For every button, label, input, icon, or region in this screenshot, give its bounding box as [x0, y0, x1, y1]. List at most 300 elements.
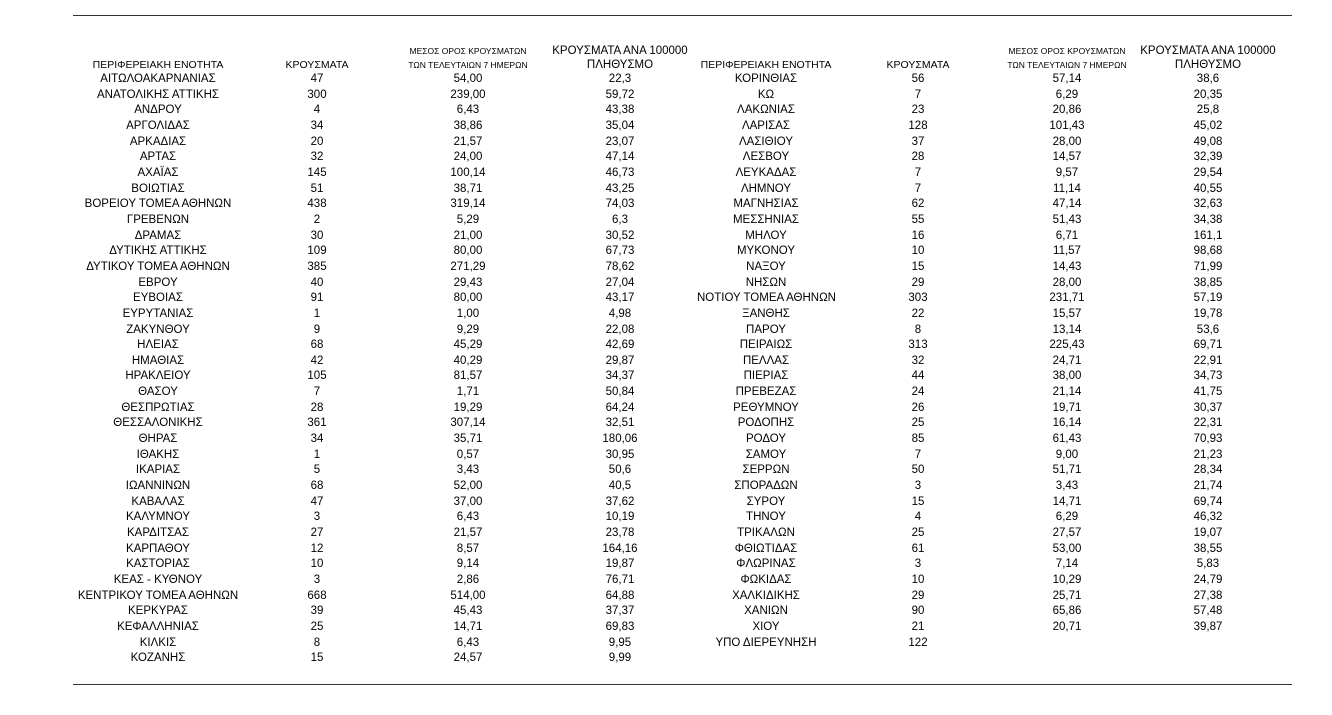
cell-cases: 28	[310, 401, 324, 414]
cell-avg-7days: 6,71	[1055, 229, 1079, 242]
cell-region: ΝΑΞΟΥ	[746, 260, 786, 273]
cell-avg-7days: 14,57	[1052, 151, 1082, 164]
cell-region: ΛΗΜΝΟΥ	[740, 182, 792, 195]
cell-per-100k: 27,04	[605, 276, 635, 289]
cell-avg-7days: 29,43	[453, 276, 483, 289]
cell-avg-7days: 35,71	[453, 433, 483, 446]
cell-region: ΣΑΜΟΥ	[745, 448, 787, 461]
cell-per-100k: 19,87	[605, 558, 635, 571]
cell-region: ΑΡΚΑΔΙΑΣ	[129, 135, 187, 148]
cell-region: ΝΗΣΩΝ	[745, 276, 787, 289]
cell-region: ΗΛΕΙΑΣ	[137, 339, 179, 352]
cell-per-100k: 22,91	[1193, 354, 1223, 367]
cell-cases: 28	[911, 151, 925, 164]
cell-region: ΕΥΒΟΙΑΣ	[133, 292, 183, 305]
cell-region: ΔΥΤΙΚΟΥ ΤΟΜΕΑ ΑΘΗΝΩΝ	[86, 260, 230, 273]
cell-region: ΜΕΣΣΗΝΙΑΣ	[732, 213, 800, 226]
cell-avg-7days: 61,43	[1052, 433, 1082, 446]
cell-region: ΓΡΕΒΕΝΩΝ	[126, 213, 190, 226]
cell-per-100k: 35,04	[605, 119, 635, 132]
cell-avg-7days: 231,71	[1049, 292, 1085, 305]
cell-avg-7days: 21,00	[453, 229, 483, 242]
cell-per-100k: 38,55	[1193, 542, 1223, 555]
cell-per-100k: 34,38	[1193, 213, 1223, 226]
cell-per-100k: 50,84	[605, 386, 635, 399]
cell-region: ΑΙΤΩΛΟΑΚΑΡΝΑΝΙΑΣ	[100, 73, 216, 85]
cell-cases: 1	[313, 307, 321, 320]
cell-region: ΛΑΚΩΝΙΑΣ	[737, 104, 795, 117]
cell-cases: 668	[307, 589, 327, 602]
cell-region: ΠΙΕΡΙΑΣ	[743, 370, 789, 383]
cell-cases: 39	[310, 605, 324, 618]
cell-per-100k: 38,6	[1196, 73, 1220, 85]
cell-avg-7days: 3,43	[1055, 480, 1079, 493]
cell-avg-7days: 38,00	[1052, 370, 1082, 383]
cell-per-100k: 40,55	[1193, 182, 1223, 195]
cell-cases: 12	[310, 542, 324, 555]
cell-cases: 42	[310, 354, 324, 367]
cell-region: ΔΡΑΜΑΣ	[134, 229, 182, 242]
cell-per-100k: 70,93	[1193, 433, 1223, 446]
cell-cases: 438	[307, 198, 327, 211]
cell-region: ΚΑΡΠΑΘΟΥ	[126, 542, 190, 555]
cell-region: ΜΥΚΟΝΟΥ	[736, 245, 796, 258]
cell-cases: 21	[911, 620, 925, 633]
cell-region: ΚΕΡΚΥΡΑΣ	[128, 605, 188, 618]
cell-avg-7days: 20,71	[1052, 620, 1082, 633]
cell-region: ΦΛΩΡΙΝΑΣ	[736, 558, 796, 571]
cell-region: ΙΘΑΚΗΣ	[136, 448, 180, 461]
cell-region: ΒΟΡΕΙΟΥ ΤΟΜΕΑ ΑΘΗΝΩΝ	[84, 198, 232, 211]
cell-avg-7days: 13,14	[1052, 323, 1082, 336]
cell-cases: 25	[911, 417, 925, 430]
cell-avg-7days: 24,57	[453, 652, 483, 665]
cell-per-100k: 43,38	[605, 104, 635, 117]
cell-region: ΧΑΛΚΙΔΙΚΗΣ	[732, 589, 800, 602]
cell-cases: 128	[908, 119, 928, 132]
cell-avg-7days: 9,29	[456, 323, 480, 336]
cell-avg-7days: 1,71	[456, 386, 480, 399]
cell-avg-7days: 24,71	[1052, 354, 1082, 367]
cell-avg-7days: 24,00	[453, 151, 483, 164]
cell-avg-7days: 5,29	[456, 213, 480, 226]
cell-cases: 51	[310, 182, 324, 195]
header-region: ΠΕΡΙΦΕΡΕΙΑΚΗ ΕΝΟΤΗΤΑ	[92, 59, 224, 71]
cell-cases: 385	[307, 260, 327, 273]
cell-region: ΛΕΥΚΑΔΑΣ	[735, 166, 797, 179]
cell-cases: 145	[307, 166, 327, 179]
cell-region: ΚΟΖΑΝΗΣ	[130, 652, 186, 665]
cell-per-100k: 43,25	[605, 182, 635, 195]
cell-avg-7days: 20,86	[1052, 104, 1082, 117]
cell-per-100k: 10,19	[605, 511, 635, 524]
cell-cases: 361	[307, 417, 327, 430]
header-cases: ΚΡΟΥΣΜΑΤΑ	[285, 59, 349, 71]
cell-per-100k: 161,1	[1193, 229, 1223, 242]
cell-per-100k: 32,51	[605, 417, 635, 430]
cell-per-100k: 64,88	[605, 589, 635, 602]
cell-avg-7days: 6,43	[456, 104, 480, 117]
cell-avg-7days: 80,00	[453, 292, 483, 305]
cell-avg-7days: 51,43	[1052, 213, 1082, 226]
cell-per-100k: 30,37	[1193, 401, 1223, 414]
cell-avg-7days: 7,14	[1055, 558, 1079, 571]
cell-avg-7days: 0,57	[456, 448, 480, 461]
cell-avg-7days: 9,00	[1055, 448, 1079, 461]
cell-region: ΣΕΡΡΩΝ	[742, 464, 790, 477]
cell-region: ΣΥΡΟΥ	[746, 495, 786, 508]
cell-cases: 61	[911, 542, 925, 555]
cell-avg-7days: 65,86	[1052, 605, 1082, 618]
cell-region: ΙΩΑΝΝΙΝΩΝ	[125, 480, 191, 493]
cell-cases: 26	[911, 401, 925, 414]
cell-cases: 90	[911, 605, 925, 618]
cell-region: ΘΕΣΣΑΛΟΝΙΚΗΣ	[113, 417, 203, 430]
cell-per-100k: 9,99	[608, 652, 632, 665]
cell-avg-7days: 514,00	[450, 589, 486, 602]
cell-region: ΕΥΡΥΤΑΝΙΑΣ	[122, 307, 194, 320]
cell-per-100k: 69,71	[1193, 339, 1223, 352]
header-region: ΠΕΡΙΦΕΡΕΙΑΚΗ ΕΝΟΤΗΤΑ	[700, 59, 832, 71]
cell-per-100k: 39,87	[1193, 620, 1223, 633]
cell-region: ΥΠΟ ΔΙΕΡΕΥΝΗΣΗ	[715, 636, 817, 649]
cell-cases: 313	[908, 339, 928, 352]
cell-avg-7days: 319,14	[450, 198, 486, 211]
cell-avg-7days: 14,71	[453, 620, 483, 633]
cell-per-100k: 37,62	[605, 495, 635, 508]
cell-avg-7days: 6,29	[1055, 511, 1079, 524]
cell-avg-7days: 11,14	[1053, 182, 1081, 195]
cell-avg-7days: 21,57	[453, 527, 483, 540]
cell-cases: 15	[911, 495, 925, 508]
cell-cases: 91	[310, 292, 324, 305]
cell-per-100k: 42,69	[605, 339, 635, 352]
cell-cases: 55	[911, 213, 925, 226]
cell-per-100k: 29,87	[605, 354, 635, 367]
cell-cases: 16	[911, 229, 925, 242]
cell-cases: 68	[310, 339, 324, 352]
cell-region: ΡΟΔΟΥ	[745, 433, 787, 446]
cell-region: ΕΒΡΟΥ	[138, 276, 178, 289]
cell-region: ΑΡΓΟΛΙΔΑΣ	[126, 119, 190, 132]
cell-region: ΚΕΦΑΛΛΗΝΙΑΣ	[117, 620, 199, 633]
cell-region: ΤΗΝΟΥ	[746, 511, 786, 524]
cell-region: ΧΑΝΙΩΝ	[744, 605, 788, 618]
cell-region: ΠΕΙΡΑΙΩΣ	[739, 339, 793, 352]
cell-per-100k: 28,34	[1193, 464, 1223, 477]
cell-avg-7days: 21,57	[453, 135, 483, 148]
cell-region: ΞΑΝΘΗΣ	[742, 307, 790, 320]
cell-cases: 105	[307, 370, 327, 383]
cell-avg-7days: 15,57	[1052, 307, 1082, 320]
cell-cases: 8	[914, 323, 922, 336]
cell-region: ΑΝΑΤΟΛΙΚΗΣ ΑΤΤΙΚΗΣ	[96, 88, 219, 101]
cell-cases: 10	[911, 574, 925, 586]
cell-region: ΚΟΡΙΝΘΙΑΣ	[734, 73, 798, 85]
cell-avg-7days: 40,29	[453, 354, 483, 367]
cell-avg-7days: 307,14	[450, 417, 486, 430]
cell-per-100k: 23,78	[605, 527, 635, 540]
cell-avg-7days: 239,00	[450, 88, 486, 101]
cell-cases: 40	[310, 276, 324, 289]
cell-avg-7days: 6,43	[456, 511, 480, 524]
cell-region: ΠΑΡΟΥ	[746, 323, 786, 336]
cell-cases: 23	[911, 104, 925, 117]
cell-region: ΗΡΑΚΛΕΙΟΥ	[125, 370, 191, 383]
cell-per-100k: 46,73	[605, 166, 635, 179]
cell-region: ΠΕΛΛΑΣ	[742, 354, 790, 367]
cell-avg-7days: 14,43	[1052, 260, 1082, 273]
cell-per-100k: 24,79	[1193, 574, 1223, 586]
cell-cases: 25	[911, 527, 925, 540]
cell-per-100k: 38,85	[1193, 276, 1223, 289]
cell-per-100k: 98,68	[1193, 245, 1223, 258]
header-per-100k: ΚΡΟΥΣΜΑΤΑ ΑΝΑ 100000 ΠΛΗΘΥΣΜΟ	[1140, 45, 1276, 71]
cell-avg-7days: 9,57	[1055, 166, 1079, 179]
cell-avg-7days: 6,29	[1055, 88, 1079, 101]
cell-avg-7days: 38,86	[453, 119, 483, 132]
cell-region: ΣΠΟΡΑΔΩΝ	[734, 480, 798, 493]
cell-per-100k: 64,24	[605, 401, 635, 414]
cell-cases: 15	[310, 652, 324, 665]
cell-per-100k: 164,16	[602, 542, 638, 555]
cell-avg-7days: 14,71	[1052, 495, 1082, 508]
cell-avg-7days: 8,57	[456, 542, 480, 555]
cell-per-100k: 23,07	[605, 135, 635, 148]
cell-region: ΖΑΚΥΝΘΟΥ	[126, 323, 190, 336]
cell-per-100k: 32,63	[1193, 198, 1223, 211]
cell-per-100k: 69,74	[1193, 495, 1223, 508]
cell-per-100k: 19,78	[1193, 307, 1223, 320]
cell-region: ΠΡΕΒΕΖΑΣ	[735, 386, 797, 399]
cell-per-100k: 40,5	[608, 480, 632, 493]
header-cases: ΚΡΟΥΣΜΑΤΑ	[886, 59, 950, 71]
cell-cases: 7	[914, 182, 922, 195]
cell-cases: 3	[914, 480, 922, 493]
cell-avg-7days: 28,00	[1052, 276, 1082, 289]
cell-region: ΛΑΡΙΣΑΣ	[741, 119, 791, 132]
header-avg-7days: ΜΕΣΟΣ ΟΡΟΣ ΚΡΟΥΣΜΑΤΩΝ ΤΩΝ ΤΕΛΕΥΤΑΙΩΝ 7 ΗΜΕΡΩΝ	[408, 46, 528, 70]
cell-region: ΑΧΑΪΑΣ	[137, 166, 179, 179]
cell-cases: 29	[911, 589, 925, 602]
cell-avg-7days: 80,00	[453, 245, 483, 258]
cell-region: ΚΑΡΔΙΤΣΑΣ	[127, 527, 189, 540]
cell-region: ΦΩΚΙΔΑΣ	[740, 574, 792, 586]
top-rule	[73, 15, 1292, 16]
cell-region: ΧΙΟΥ	[752, 620, 780, 633]
cell-cases: 3	[313, 574, 321, 586]
cell-per-100k: 29,54	[1193, 166, 1223, 179]
bottom-rule	[73, 684, 1292, 685]
cell-avg-7days: 57,14	[1052, 73, 1082, 85]
cell-region: ΦΘΙΩΤΙΔΑΣ	[734, 542, 798, 555]
cell-per-100k: 57,48	[1193, 605, 1223, 618]
cell-cases: 56	[911, 73, 925, 85]
cell-region: ΝΟΤΙΟΥ ΤΟΜΕΑ ΑΘΗΝΩΝ	[697, 292, 836, 305]
cell-region: ΛΑΣΙΘΙΟΥ	[738, 135, 794, 148]
cell-region: ΑΝΔΡΟΥ	[134, 104, 182, 117]
cell-per-100k: 32,39	[1193, 151, 1223, 164]
cell-avg-7days: 11,57	[1053, 245, 1081, 258]
cell-cases: 300	[307, 88, 327, 101]
cell-region: ΘΕΣΠΡΩΤΙΑΣ	[121, 401, 195, 414]
cell-avg-7days: 101,43	[1049, 119, 1085, 132]
cell-cases: 47	[310, 73, 324, 85]
cell-per-100k: 59,72	[605, 88, 635, 101]
cell-cases: 122	[908, 636, 928, 649]
cell-avg-7days: 47,14	[1052, 198, 1082, 211]
cell-per-100k: 4,98	[608, 307, 632, 320]
cell-region: ΚΕΑΣ - ΚΥΘΝΟΥ	[113, 574, 203, 586]
cell-per-100k: 21,23	[1193, 448, 1223, 461]
cell-per-100k: 34,37	[605, 370, 635, 383]
cell-avg-7days: 2,86	[456, 574, 480, 586]
cell-cases: 7	[914, 448, 922, 461]
cell-per-100k: 180,06	[602, 433, 638, 446]
cell-cases: 30	[310, 229, 324, 242]
cell-avg-7days: 38,71	[453, 182, 483, 195]
cell-per-100k: 57,19	[1193, 292, 1223, 305]
cell-region: ΚΩ	[757, 88, 775, 101]
cell-cases: 8	[313, 636, 321, 649]
cell-avg-7days: 28,00	[1052, 135, 1082, 148]
cell-cases: 303	[908, 292, 928, 305]
cell-cases: 29	[911, 276, 925, 289]
cell-per-100k: 27,38	[1193, 589, 1223, 602]
cell-per-100k: 43,17	[605, 292, 635, 305]
cell-per-100k: 47,14	[605, 151, 635, 164]
cell-cases: 32	[911, 354, 925, 367]
cell-cases: 44	[911, 370, 925, 383]
cell-cases: 20	[310, 135, 324, 148]
cell-per-100k: 20,35	[1193, 88, 1223, 101]
cell-cases: 34	[310, 433, 324, 446]
cell-per-100k: 30,52	[605, 229, 635, 242]
cell-per-100k: 34,73	[1193, 370, 1223, 383]
cell-per-100k: 22,08	[605, 323, 635, 336]
header-per-100k: ΚΡΟΥΣΜΑΤΑ ΑΝΑ 100000 ΠΛΗΘΥΣΜΟ	[552, 45, 688, 71]
cell-cases: 15	[911, 260, 925, 273]
cell-avg-7days: 1,00	[456, 307, 480, 320]
header-avg-7days: ΜΕΣΟΣ ΟΡΟΣ ΚΡΟΥΣΜΑΤΩΝ ΤΩΝ ΤΕΛΕΥΤΑΙΩΝ 7 ΗΜΕΡΩΝ	[1007, 46, 1127, 70]
cell-region: ΡΟΔΟΠΗΣ	[737, 417, 795, 430]
cell-avg-7days: 225,43	[1049, 339, 1085, 352]
cell-cases: 2	[313, 213, 321, 226]
cell-region: ΚΑΣΤΟΡΙΑΣ	[126, 558, 190, 571]
cell-cases: 37	[911, 135, 925, 148]
cell-per-100k: 22,3	[608, 73, 632, 85]
cell-per-100k: 74,03	[605, 198, 635, 211]
cell-region: ΙΚΑΡΙΑΣ	[135, 464, 181, 477]
cell-cases: 4	[313, 104, 321, 117]
cell-region: ΗΜΑΘΙΑΣ	[131, 354, 185, 367]
cell-avg-7days: 53,00	[1052, 542, 1082, 555]
cell-per-100k: 50,6	[608, 464, 632, 477]
cell-per-100k: 19,07	[1193, 527, 1223, 540]
cell-per-100k: 78,62	[605, 260, 635, 273]
cell-per-100k: 5,83	[1196, 558, 1220, 571]
cell-cases: 4	[914, 511, 922, 524]
cell-per-100k: 9,95	[608, 636, 632, 649]
cell-avg-7days: 21,14	[1052, 386, 1082, 399]
cell-per-100k: 53,6	[1196, 323, 1220, 336]
cell-per-100k: 46,32	[1193, 511, 1223, 524]
cell-cases: 22	[911, 307, 925, 320]
cell-per-100k: 37,37	[605, 605, 635, 618]
cell-per-100k: 45,02	[1193, 119, 1223, 132]
cell-per-100k: 69,83	[605, 620, 635, 633]
cell-avg-7days: 54,00	[453, 73, 483, 85]
cell-region: ΘΑΣΟΥ	[138, 386, 178, 399]
cell-per-100k: 30,95	[605, 448, 635, 461]
cell-avg-7days: 37,00	[453, 495, 483, 508]
cell-avg-7days: 25,71	[1052, 589, 1082, 602]
cell-per-100k: 49,08	[1193, 135, 1223, 148]
cell-region: ΑΡΤΑΣ	[139, 151, 177, 164]
cell-cases: 10	[911, 245, 925, 258]
cell-cases: 3	[313, 511, 321, 524]
cell-cases: 27	[310, 527, 324, 540]
cell-avg-7days: 3,43	[456, 464, 480, 477]
cell-avg-7days: 27,57	[1052, 527, 1082, 540]
cell-per-100k: 67,73	[605, 245, 635, 258]
cell-cases: 85	[911, 433, 925, 446]
cell-per-100k: 71,99	[1193, 260, 1223, 273]
cell-region: ΜΗΛΟΥ	[745, 229, 787, 242]
cell-per-100k: 22,31	[1193, 417, 1223, 430]
cell-cases: 50	[911, 464, 925, 477]
cell-avg-7days: 19,29	[453, 401, 483, 414]
cell-per-100k: 41,75	[1193, 386, 1223, 399]
cell-region: ΡΕΘΥΜΝΟΥ	[733, 401, 799, 414]
cell-cases: 25	[310, 620, 324, 633]
cell-region: ΚΑΛΥΜΝΟΥ	[126, 511, 190, 524]
cell-region: ΒΟΙΩΤΙΑΣ	[131, 182, 185, 195]
cell-per-100k: 76,71	[605, 574, 635, 586]
cell-region: ΛΕΣΒΟΥ	[742, 151, 790, 164]
cell-region: ΔΥΤΙΚΗΣ ΑΤΤΙΚΗΣ	[109, 245, 207, 258]
cell-cases: 109	[307, 245, 327, 258]
cell-cases: 24	[911, 386, 925, 399]
cell-region: ΚΙΛΚΙΣ	[139, 636, 177, 649]
cell-cases: 32	[310, 151, 324, 164]
cell-avg-7days: 10,29	[1052, 574, 1082, 586]
cell-cases: 62	[911, 198, 925, 211]
cell-region: ΜΑΓΝΗΣΙΑΣ	[733, 198, 799, 211]
cell-avg-7days: 16,14	[1052, 417, 1082, 430]
cell-cases: 3	[914, 558, 922, 571]
cell-region: ΤΡΙΚΑΛΩΝ	[737, 527, 795, 540]
cell-avg-7days: 19,71	[1052, 401, 1082, 414]
cell-region: ΚΕΝΤΡΙΚΟΥ ΤΟΜΕΑ ΑΘΗΝΩΝ	[77, 589, 239, 602]
cell-avg-7days: 100,14	[450, 166, 486, 179]
cell-avg-7days: 45,29	[453, 339, 483, 352]
cell-avg-7days: 9,14	[456, 558, 480, 571]
cell-cases: 5	[313, 464, 321, 477]
cell-cases: 7	[914, 88, 922, 101]
cell-avg-7days: 45,43	[453, 605, 483, 618]
cell-cases: 7	[313, 386, 321, 399]
cell-cases: 47	[310, 495, 324, 508]
cell-per-100k: 25,8	[1196, 104, 1220, 117]
cell-cases: 34	[310, 119, 324, 132]
cell-cases: 10	[310, 558, 324, 571]
cell-avg-7days: 6,43	[456, 636, 480, 649]
cell-cases: 9	[313, 323, 321, 336]
cell-avg-7days: 271,29	[450, 260, 486, 273]
cell-per-100k: 21,74	[1193, 480, 1223, 493]
cell-cases: 7	[914, 166, 922, 179]
